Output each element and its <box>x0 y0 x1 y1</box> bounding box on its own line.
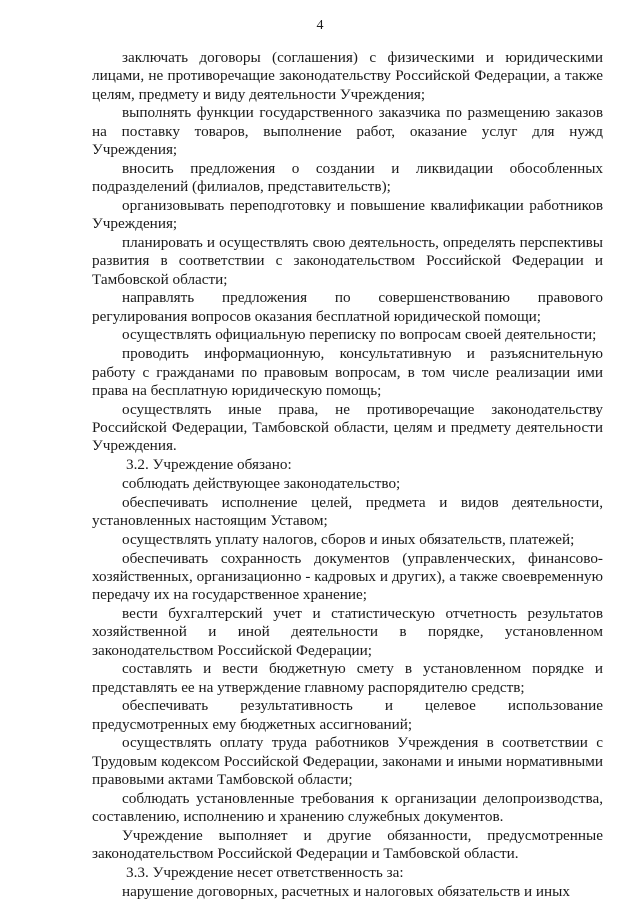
paragraph: организовывать переподготовку и повышение квалификации работников Учреждения; <box>92 196 603 233</box>
paragraph: обеспечивать сохранность документов (управленческих, финансово-хозяйственных, организационно - кадровых и других), а также своевременную передачу их на государственное хранение; <box>92 549 603 604</box>
document-body <box>92 49 603 902</box>
paragraph: заключать договоры (соглашения) с физическими и юридическими лицами, не противоречащие законодательству Российской Федерации, а также целям, предмету и виду деятельности Учреждения; <box>92 49 603 103</box>
section-heading: 3.2. Учреждение обязано: <box>126 456 292 474</box>
paragraph: проводить информационную, консультативную и разъяснительную работу с гражданами по правовым вопросам, в том числе реализации ими права на бесплатную юридическую помощь; <box>92 345 603 399</box>
paragraph: соблюдать установленные требования к организации делопроизводства, составлению, исполнению и хранению служебных документов. <box>92 789 603 826</box>
paragraph: Учреждение выполняет и другие обязанности, предусмотренные законодательством Российской Федерации и Тамбовской области. <box>92 826 603 863</box>
section-heading: 3.3. Учреждение несет ответственность за: <box>126 864 404 882</box>
paragraph: нарушение договорных, расчетных и налоговых обязательств и иных <box>122 882 570 900</box>
paragraph: обеспечивать исполнение целей, предмета и видов деятельности, установленных настоящим Уставом; <box>92 493 603 529</box>
paragraph: обеспечивать результативность и целевое использование предусмотренных ему бюджетных ассигнований; <box>92 697 603 733</box>
page-number: 4 <box>316 18 324 33</box>
paragraph: планировать и осуществлять свою деятельность, определять перспективы развития в соответствии с законодательством Российской Федерации и Тамбовской области; <box>92 233 603 288</box>
paragraph: соблюдать действующее законодательство; <box>122 474 401 492</box>
paragraph: осуществлять уплату налогов, сборов и иных обязательств, платежей; <box>122 530 575 548</box>
paragraph: вносить предложения о создании и ликвидации обособленных подразделений (филиалов, представительств); <box>92 159 603 196</box>
paragraph: составлять и вести бюджетную смету в установленном порядке и представлять ее на утверждение главному распорядителю средств; <box>92 660 603 696</box>
paragraph: осуществлять оплату труда работников Учреждения в соответствии с Трудовым кодексом Российской Федерации, законами и иными нормативными правовыми актами Тамбовской области; <box>92 734 603 789</box>
paragraph: осуществлять иные права, не противоречащие законодательству Российской Федерации, Тамбовской области, целям и предмету деятельности Учреждения. <box>92 400 603 455</box>
paragraph: вести бухгалтерский учет и статистическую отчетность результатов хозяйственной и иной деятельности в порядке, установленном законодательством Российской Федерации; <box>92 604 603 659</box>
paragraph: выполнять функции государственного заказчика по размещению заказов на поставку товаров, выполнение работ, оказание услуг для нужд Учреждения; <box>92 104 603 158</box>
paragraph: осуществлять официальную переписку по вопросам своей деятельности; <box>122 326 597 344</box>
paragraph: направлять предложения по совершенствованию правового регулирования вопросов оказания бесплатной юридической помощи; <box>92 289 603 325</box>
